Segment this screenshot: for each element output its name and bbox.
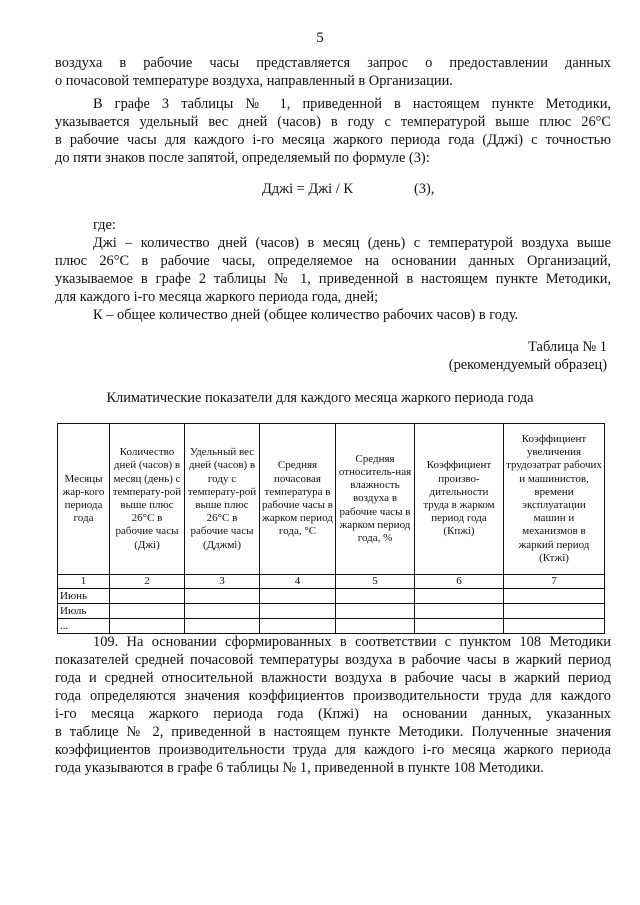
- data-cell: [260, 589, 336, 604]
- formula-number: (3),: [414, 181, 435, 197]
- table-header-row: [58, 424, 605, 575]
- data-cell: [185, 619, 260, 634]
- data-cell: [336, 604, 415, 619]
- paragraph-intro: [55, 54, 611, 90]
- data-cell: [415, 604, 504, 619]
- paragraph-109: [55, 633, 611, 777]
- month-cell: ...: [58, 619, 110, 634]
- page-number: 5: [316, 30, 324, 46]
- text-line: коэффициентов производительности труда для каждого i-го месяца жаркого периода: [55, 742, 611, 758]
- data-cell: [110, 589, 185, 604]
- header-cell: Количество дней (часов) в месяц (день) с температу-рой выше плюс 26°С в рабочие часы (Джі): [110, 424, 185, 575]
- col-number: 3: [185, 575, 260, 589]
- data-cell: [504, 589, 605, 604]
- data-cell: [185, 604, 260, 619]
- text-line: показателей средней почасовой температуры воздуха в рабочие часы в жаркий период: [55, 652, 611, 668]
- text-line: до пяти знаков после запятой, определяемый по формуле (3):: [55, 150, 430, 166]
- table-label: [449, 338, 607, 374]
- text-line: указывается удельный вес дней (часов) в году с температурой выше плюс 26°С: [55, 114, 611, 130]
- text-line: указываемое в графе 2 таблицы № 1, приведенной в настоящем пункте Методики,: [55, 271, 611, 287]
- text-line: года и средней относительной влажности воздуха в рабочие часы в жаркий период: [55, 670, 611, 686]
- text-line: плюс 26°С в рабочие часы, определяемое на основании данных Организаций,: [55, 253, 611, 269]
- data-cell: [504, 604, 605, 619]
- header-cell: Коэффициент произво-дительности труда в жарком период года (Кпжі): [415, 424, 504, 575]
- definitions: [55, 216, 611, 324]
- month-cell: Июль: [58, 604, 110, 619]
- data-cell: [504, 619, 605, 634]
- table-row: [58, 604, 605, 619]
- column-number-row: [58, 575, 605, 589]
- header-cell: Средняя относитель-ная влажность воздуха в рабочие часы в жарком период года, %: [336, 424, 415, 575]
- col-number: 4: [260, 575, 336, 589]
- paragraph-grafa-3: [55, 95, 611, 167]
- col-number: 5: [336, 575, 415, 589]
- table-sublabel: (рекомендуемый образец): [448, 357, 607, 373]
- table-title: Климатические показатели для каждого месяца жаркого периода года: [106, 390, 534, 406]
- formula: Дджі = Джі / К: [262, 181, 353, 197]
- text-line: года определяются значения коэффициентов производительности труда для каждого: [55, 688, 611, 704]
- data-cell: [336, 619, 415, 634]
- header-cell: Месяцы жар-кого периода года: [58, 424, 110, 575]
- data-cell: [110, 604, 185, 619]
- text-line: К – общее количество дней (общее количество рабочих часов) в году.: [93, 307, 519, 323]
- data-cell: [415, 619, 504, 634]
- table-row: [58, 619, 605, 634]
- text-line: года указываются в графе 6 таблицы № 1, приведенной в пункте 108 Методики.: [55, 760, 544, 776]
- data-cell: [336, 589, 415, 604]
- text-line: в таблице № 2, приведенной в настоящем пункте Методики. Полученные значения: [55, 724, 611, 740]
- data-cell: [415, 589, 504, 604]
- month-cell: Июнь: [58, 589, 110, 604]
- col-number: 1: [58, 575, 110, 589]
- col-number: 6: [415, 575, 504, 589]
- header-cell: Коэффициент увеличения трудозатрат рабочих и машинистов, времени эксплуатации машин и механизмов в жаркий период (Ктжі): [504, 424, 605, 575]
- text-line: 109. На основании сформированных в соответствии с пунктом 108 Методики: [93, 634, 611, 650]
- text-line: в рабочие часы для каждого i-го месяца жаркого периода года (Дджі) с точностью: [55, 132, 611, 148]
- text-line: о почасовой температуре воздуха, направленный в Организации.: [55, 73, 453, 89]
- table-row: [58, 589, 605, 604]
- data-cell: [185, 589, 260, 604]
- text-line: воздуха в рабочие часы представляется запрос о предоставлении данных: [55, 55, 611, 71]
- table-number: Таблица № 1: [528, 339, 607, 355]
- text-line: Джі – количество дней (часов) в месяц (день) с температурой воздуха выше: [93, 235, 611, 251]
- header-cell: Удельный вес дней (часов) в году с температу-рой выше плюс 26°С в рабочие часы (Дджмі): [185, 424, 260, 575]
- header-cell: Средняя почасовая температура в рабочие часы в жарком период года, °С: [260, 424, 336, 575]
- data-cell: [260, 604, 336, 619]
- where-label: где:: [93, 217, 116, 233]
- data-cell: [260, 619, 336, 634]
- text-line: i-го месяца жаркого периода года (Кпжі) на основании данных, указанных: [55, 706, 611, 722]
- climate-table: [57, 423, 605, 634]
- col-number: 7: [504, 575, 605, 589]
- text-line: для каждого i-го месяца жаркого периода года, дней;: [55, 289, 379, 305]
- data-cell: [110, 619, 185, 634]
- col-number: 2: [110, 575, 185, 589]
- text-line: В графе 3 таблицы № 1, приведенной в настоящем пункте Методики,: [93, 96, 611, 112]
